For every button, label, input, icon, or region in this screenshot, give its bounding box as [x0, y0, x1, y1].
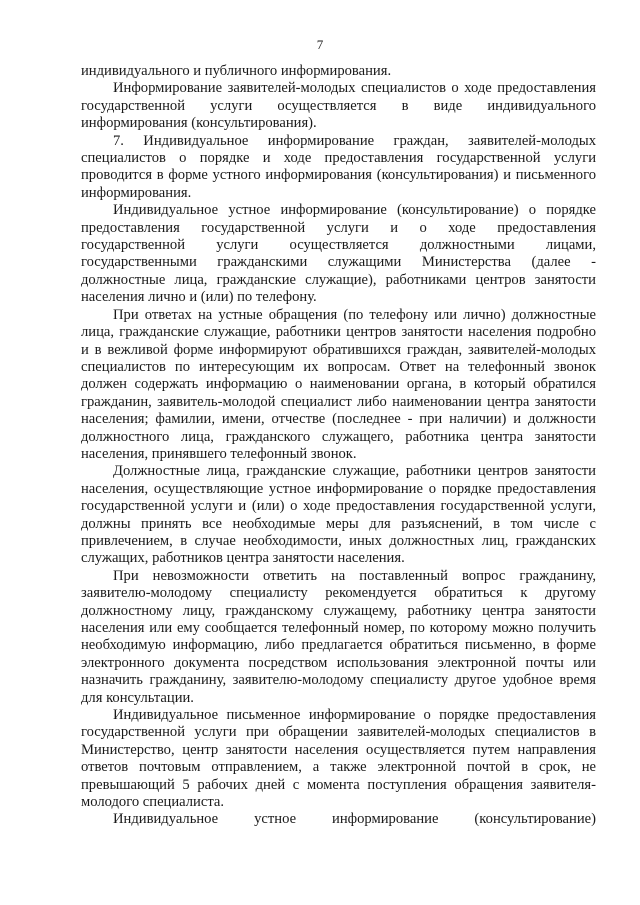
paragraph-9: Индивидуальное устное информирование (консультирование)	[113, 811, 596, 828]
paragraph-3: 7. Индивидуальное информирование граждан, заявителей-молодых специалистов о порядке и ходе предоставления государственной услуги проводится в форме устного информирования (консультирования) и письменного информирования.	[81, 132, 596, 201]
document-body	[81, 63, 596, 829]
paragraph-1: индивидуального и публичного информирования.	[81, 63, 392, 79]
paragraph-7: При невозможности ответить на поставленный вопрос гражданину, заявителю-молодому специалисту рекомендуется обратиться к другому должностному лицу, гражданскому служащему, работнику центра занятости населения или ему сообщается телефонный номер, по которому можно получить необходимую информацию, либо предлагается обратиться письменно, в форме электронного документа посредством использования электронной почты или назначить гражданину, заявителю-молодому специалисту другое удобное время для консультации.	[81, 567, 596, 706]
paragraph-2: Информирование заявителей-молодых специалистов о ходе предоставления государственной услуги осуществляется в виде индивидуального информирования (консультирования).	[81, 80, 596, 132]
paragraph-8: Индивидуальное письменное информирование о порядке предоставления государственной услуги при обращении заявителей-молодых специалистов в Министерство, центр занятости населения осуществляется путем направления ответов почтовым отправлением, а также электронной почтой в срок, не превышающий 5 рабочих дней с момента поступления обращения заявителя-молодого специалиста.	[81, 707, 596, 811]
paragraph-6: Должностные лица, гражданские служащие, работники центров занятости населения, осуществляющие устное информирование о порядке предоставления государственной услуги и (или) о ходе предоставления государственной услуги, должны принять все необходимые меры для разъяснений, в том числе с привлечением, в случае необходимости, иных должностных лиц, гражданских служащих, работников центра занятости населения.	[81, 463, 596, 567]
paragraph-5: При ответах на устные обращения (по телефону или лично) должностные лица, гражданские служащие, работники центров занятости населения подробно и в вежливой форме информируют обратившихся граждан, заявителей-молодых специалистов по интересующим их вопросам. Ответ на телефонный звонок должен содержать информацию о наименовании органа, в который обратился гражданин, заявитель-молодой специалист либо наименовании центра занятости населения; фамилии, имени, отчестве (последнее - при наличии) и должности должностного лица, гражданского служащего, работника центра занятости населения, принявшего телефонный звонок.	[81, 306, 596, 462]
page-number: 7	[316, 37, 324, 52]
paragraph-4: Индивидуальное устное информирование (консультирование) о порядке предоставления государственной услуги и о ходе предоставления государственной услуги осуществляется должностными лицами, государственными гражданскими служащими Министерства (далее - должностные лица, гражданские служащие), работниками центров занятости населения лично и (или) по телефону.	[81, 202, 596, 306]
